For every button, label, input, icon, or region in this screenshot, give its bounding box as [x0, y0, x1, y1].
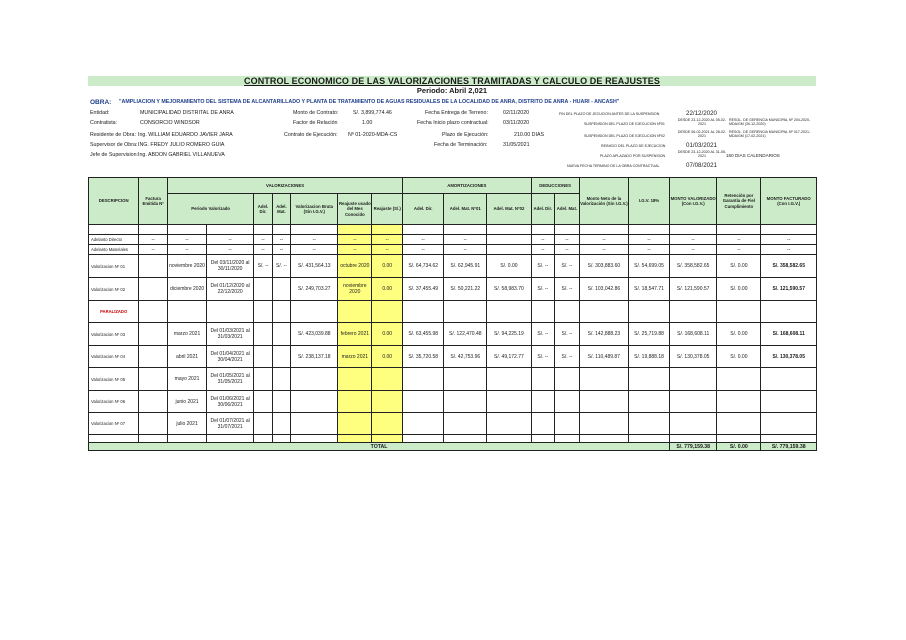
- cell: --: [372, 245, 403, 255]
- row-am-dir: S/. 35,720.58: [403, 346, 444, 368]
- factor-label: Factor de Relación: [293, 120, 338, 126]
- table-row: [89, 245, 817, 255]
- header-adel-dir: Adel. Dir.: [254, 194, 272, 225]
- suspension-label-6: NUEVA FECHA TERMINO DE LA OBRA CONTRACTUAL: [567, 164, 660, 168]
- entrega-label: Fecha Entrega de Terreno:: [425, 110, 488, 116]
- cell: --: [168, 235, 207, 245]
- row-am-dir: S/. 63,455.98: [403, 323, 444, 346]
- cell: --: [403, 245, 444, 255]
- row-periodo: Del 01/04/2021 al 30/04/2021: [207, 346, 254, 368]
- row-igv: S/. 19,888.18: [629, 346, 670, 368]
- supervisor-label: Supervisor de Obra:: [90, 142, 138, 148]
- cell: --: [254, 235, 272, 245]
- jefe-value: Ing. ABDON GABRIEL VILLANUEVA: [138, 152, 225, 158]
- row-neto: S/. 110,489.87: [579, 346, 628, 368]
- plazo-label: Plazo de Ejecución:: [442, 132, 489, 138]
- suspension-label-2: SUSPENSION DEL PLAZO DE EJECUCION Nº01: [584, 122, 665, 126]
- row-reaj: 0.00: [372, 278, 403, 301]
- period-label: Periodo: Abril 2,021: [416, 86, 488, 95]
- cell: --: [761, 235, 817, 245]
- header-periodo: Periodo Valorizado: [168, 194, 254, 225]
- table-row: [89, 323, 817, 346]
- row-periodo: Del 01/06/2021 al 30/06/2021: [207, 391, 254, 413]
- cell: --: [629, 245, 670, 255]
- cell: --: [555, 235, 580, 245]
- inicio-label: Fecha Inicio plazo contractual:: [417, 120, 489, 126]
- monto-label: Monto de Contrato:: [293, 110, 339, 116]
- row-reaj-mes: marzo 2021: [338, 346, 372, 368]
- cell: --: [717, 245, 761, 255]
- row-mes: diciembre 2020: [168, 278, 207, 301]
- row-neto: S/. 303,883.60: [579, 255, 628, 278]
- row-am-m1: S/. 42,753.96: [444, 346, 487, 368]
- obra-label: OBRA:: [90, 99, 112, 106]
- suspension-label-5: PLAZO APLAZADO POR SUSPENSION: [600, 154, 666, 158]
- cell: --: [291, 245, 338, 255]
- row-periodo: Del 01/03/2021 al 31/03/2021: [207, 323, 254, 346]
- suspension-value-3: DESDE 06-02-2021 AL 28-02-2021: [677, 130, 727, 139]
- row-reaj-mes: octubre 2020: [338, 255, 372, 278]
- cell: --: [372, 235, 403, 245]
- cell: --: [444, 245, 487, 255]
- row-de-mat: S/. --: [555, 346, 580, 368]
- header-de-adel-dir: Adel. Dir.: [531, 194, 555, 225]
- cell: --: [168, 245, 207, 255]
- cell: --: [254, 245, 272, 255]
- cell: --: [670, 235, 717, 245]
- row-neto: S/. 103,042.86: [579, 278, 628, 301]
- cell: --: [338, 235, 372, 245]
- row-am-m2: S/. 0.00: [487, 255, 531, 278]
- table-row: [89, 278, 817, 301]
- cell: --: [531, 245, 555, 255]
- row-mes: junio 2021: [168, 391, 207, 413]
- row-periodo: Del 01/12/2020 al 22/12/2020: [207, 278, 254, 301]
- header-am-mat2: Adel. Mat. Nº02: [487, 194, 531, 225]
- table-row: [89, 391, 817, 413]
- termino-label: Fecha de Terminación:: [434, 142, 488, 148]
- header-monto-valorizado: MONTO VALORIZADO (Con I.G.V.): [670, 178, 717, 225]
- row-facturado: S/. 168,608.11: [761, 323, 817, 346]
- row-retencion: S/. 0.00: [717, 346, 761, 368]
- contratista-label: Contratista:: [90, 120, 118, 126]
- total-label: TOTAL: [89, 443, 670, 451]
- row-valorizado: S/. 358,582.65: [670, 255, 717, 278]
- monto-value: S/. 3,899,774.46: [353, 110, 392, 116]
- page-title: CONTROL ECONOMICO DE LAS VALORIZACIONES TRAMITADAS Y CALCULO DE REAJUSTES: [88, 76, 816, 86]
- header-de-adel-mat: Adel. Mat.: [555, 194, 580, 225]
- row-reaj: 0.00: [372, 323, 403, 346]
- row-retencion: S/. 0.00: [717, 278, 761, 301]
- plazo-value: 210.00 DIAS: [514, 132, 545, 138]
- suspension-note-3: RESOL. DE GERENCIA MUNICIPAL Nº 017-2021-MDA/GM (17-02-2021): [729, 130, 811, 139]
- paralizado-label: PARALIZADO: [89, 301, 139, 323]
- suspension-value-4: 01/03/2021: [686, 142, 717, 149]
- row-reaj-mes: febrero 2021: [338, 323, 372, 346]
- suspension-value-5: DESDE 23-12-2020 AL 31-05-2021: [677, 150, 727, 159]
- row-desc: Valorizacion Nº 04: [89, 346, 139, 368]
- cell: --: [139, 245, 168, 255]
- row-periodo: Del 01/07/2021 al 31/07/2021: [207, 413, 254, 435]
- cell: --: [272, 245, 290, 255]
- cell: --: [579, 235, 628, 245]
- cell: --: [338, 245, 372, 255]
- cell: --: [717, 235, 761, 245]
- row-facturado: S/. 130,378.05: [761, 346, 817, 368]
- inicio-value: 03/11/2020: [503, 120, 530, 126]
- row-mes: julio 2021: [168, 413, 207, 435]
- cell: --: [291, 235, 338, 245]
- row-retencion: S/. 0.00: [717, 323, 761, 346]
- row-mes: marzo 2021: [168, 323, 207, 346]
- cell: --: [531, 235, 555, 245]
- contrato-label: Contrato de Ejecución:: [284, 132, 338, 138]
- header-monto-facturado: MONTO FACTURADO (Con I.G.V.): [761, 178, 817, 225]
- header-descripcion: DESCRIPCION: [89, 178, 139, 225]
- suspension-value-6: 07/08/2021: [686, 162, 717, 169]
- row-de-dir: S/. --: [531, 255, 555, 278]
- header-retencion: Retención por Garantía de Fiel Cumplimiento: [717, 178, 761, 225]
- row-desc: Valorizacion Nº 01: [89, 255, 139, 278]
- row-bruta: S/. 249,703.27: [291, 278, 338, 301]
- cell: --: [761, 245, 817, 255]
- cell: --: [207, 245, 254, 255]
- contrato-value: Nº 01-2020-MDA-CS: [348, 132, 398, 138]
- total-valorizado: S/. 779,159.38: [670, 443, 717, 451]
- obra-text: "AMPLIACION Y MEJORAMIENTO DEL SISTEMA DE ALCANTARILLADO Y PLANTA DE TRATAMIENTO DE AGUAS RESIDUALES DE LA LOCALIDAD DE ANRA, DISTRITO DE ANRA - HUARI - ANCASH": [119, 99, 620, 105]
- suspension-value-1: 22/12/2020: [686, 110, 717, 117]
- supervisor-value: ING. FREDY JULIO ROMERO GUIA: [138, 142, 225, 148]
- row-valorizado: S/. 130,378.05: [670, 346, 717, 368]
- row-periodo: Del 01/05/2021 al 31/05/2021: [207, 368, 254, 391]
- total-facturado: S/. 779,159.38: [761, 443, 817, 451]
- row-am-m2: S/. 58,983.70: [487, 278, 531, 301]
- row-igv: S/. 18,547.71: [629, 278, 670, 301]
- suspension-label-1: FIN DEL PLAZO DE JECUCION ANTES DE LA SUSPENSION: [559, 112, 660, 116]
- row-facturado: S/. 121,590.57: [761, 278, 817, 301]
- cell: --: [139, 235, 168, 245]
- row-am-dir: S/. 37,455.49: [403, 278, 444, 301]
- row-desc: Valorizacion Nº 06: [89, 391, 139, 413]
- total-retencion: S/. 0.00: [717, 443, 761, 451]
- row-am-m2: S/. 49,172.77: [487, 346, 531, 368]
- cell: --: [403, 235, 444, 245]
- residente-label: Residente de Obra:: [90, 132, 136, 138]
- header-val-bruta: Valorizacion Bruta (Sin I.G.V.): [291, 194, 338, 225]
- residente-value: Ing. WILLIAM EDUARDO JAVIER JARA: [138, 132, 233, 138]
- table-row: [89, 255, 817, 278]
- row-mes: noviembre 2020: [168, 255, 207, 278]
- row-desc: Valorizacion Nº 07: [89, 413, 139, 435]
- adelanto-materiales-label: Adelanto Materiales: [89, 245, 139, 255]
- entidad-label: Entidad:: [90, 110, 110, 116]
- suspension-value-2: DESDE 23-12-2020 AL 05-02-2021: [677, 118, 727, 127]
- cell: --: [629, 235, 670, 245]
- row-periodo: Del 03/11/2020 al 30/11/2020: [207, 255, 254, 278]
- cell: --: [444, 235, 487, 245]
- header-monto-neto: Monto Neto de la Valorización (Sin I.G.V.): [579, 178, 628, 225]
- row-desc: Valorizacion Nº 03: [89, 323, 139, 346]
- row-de-dir: S/. --: [531, 278, 555, 301]
- suspension-note-2: RESOL. DE GERENCIA MUNICIPAL Nº 204-2020-MDA/GM (30-12-2020): [729, 118, 811, 127]
- header-factura: Factura Emitida Nº: [139, 178, 168, 225]
- row-reaj: 0.00: [372, 346, 403, 368]
- table-row: [89, 368, 817, 391]
- header-am-mat1: Adel. Mat. Nº01: [444, 194, 487, 225]
- termino-value: 31/05/2021: [503, 142, 530, 148]
- row-de-dir: S/. --: [531, 323, 555, 346]
- table-row: [89, 301, 817, 323]
- row-bruta: S/. 431,564.13: [291, 255, 338, 278]
- row-am-m2: S/. 94,225.19: [487, 323, 531, 346]
- row-valorizado: S/. 121,590.57: [670, 278, 717, 301]
- valorizaciones-table: [88, 177, 817, 451]
- row-bruta: S/. 423,039.88: [291, 323, 338, 346]
- cell: --: [670, 245, 717, 255]
- header-am-adel-dir: Adel. Dir.: [403, 194, 444, 225]
- entidad-value: MUNICIPALIDAD DISTRITAL DE ANRA: [140, 110, 234, 116]
- table-row: [89, 346, 817, 368]
- table-row: [89, 235, 817, 245]
- header-adel-mat: Adel. Mat.: [272, 194, 290, 225]
- row-neto: S/. 142,888.23: [579, 323, 628, 346]
- header-igv: I.G.V. 18%: [629, 178, 670, 225]
- row-bruta: S/. 238,137.18: [291, 346, 338, 368]
- header-amortizaciones: AMORTIZACIONES: [403, 178, 531, 194]
- suspension-label-4: REINICIO DEL PLAZO DE EJECUCION: [601, 144, 666, 148]
- row-retencion: S/. 0.00: [717, 255, 761, 278]
- row-facturado: S/. 358,582.65: [761, 255, 817, 278]
- cell: --: [579, 245, 628, 255]
- header-reajuste: Reajuste (S/.): [372, 194, 403, 225]
- header-deducciones: DEDUCCIONES: [531, 178, 579, 194]
- row-adel-dir: S/. --: [254, 255, 272, 278]
- header-reajuste-usado: Reajuste usado del Mes Conocido: [338, 194, 372, 225]
- row-reaj-mes: noviembre 2020: [338, 278, 372, 301]
- cell: --: [555, 245, 580, 255]
- cell: --: [207, 235, 254, 245]
- row-am-m1: S/. 62,945.91: [444, 255, 487, 278]
- row-de-mat: S/. --: [555, 278, 580, 301]
- row-desc: Valorizacion Nº 05: [89, 368, 139, 391]
- header-valorizaciones: VALORIZACIONES: [168, 178, 403, 194]
- row-am-dir: S/. 64,734.62: [403, 255, 444, 278]
- suspension-note-5: 160 DIAS CALENDARIOS: [726, 153, 780, 158]
- row-mes: mayo 2021: [168, 368, 207, 391]
- row-am-m1: S/. 50,221.22: [444, 278, 487, 301]
- table-row: [89, 413, 817, 435]
- cell: --: [272, 235, 290, 245]
- row-mes: abril 2021: [168, 346, 207, 368]
- row-de-mat: S/. --: [555, 323, 580, 346]
- row-igv: S/. 25,719.88: [629, 323, 670, 346]
- total-row: [89, 443, 817, 451]
- factor-value: 1.00: [362, 120, 373, 126]
- row-igv: S/. 54,699.05: [629, 255, 670, 278]
- contratista-value: CONSORCIO WINDSOR: [140, 120, 200, 126]
- suspension-label-3: SUSPENSION DEL PLAZO DE EJECUCION Nº02: [584, 134, 665, 138]
- row-desc: Valorizacion Nº 02: [89, 278, 139, 301]
- row-am-m1: S/. 122,470.48: [444, 323, 487, 346]
- entrega-value: 02/11/2020: [503, 110, 530, 116]
- row-adel-mat: S/. --: [272, 255, 290, 278]
- row-de-dir: S/. --: [531, 346, 555, 368]
- row-de-mat: S/. --: [555, 255, 580, 278]
- row-reaj: 0.00: [372, 255, 403, 278]
- jefe-label: Jefe de Supervision:: [90, 152, 138, 158]
- row-valorizado: S/. 168,608.11: [670, 323, 717, 346]
- adelanto-directo-label: Adelanto Directo: [89, 235, 139, 245]
